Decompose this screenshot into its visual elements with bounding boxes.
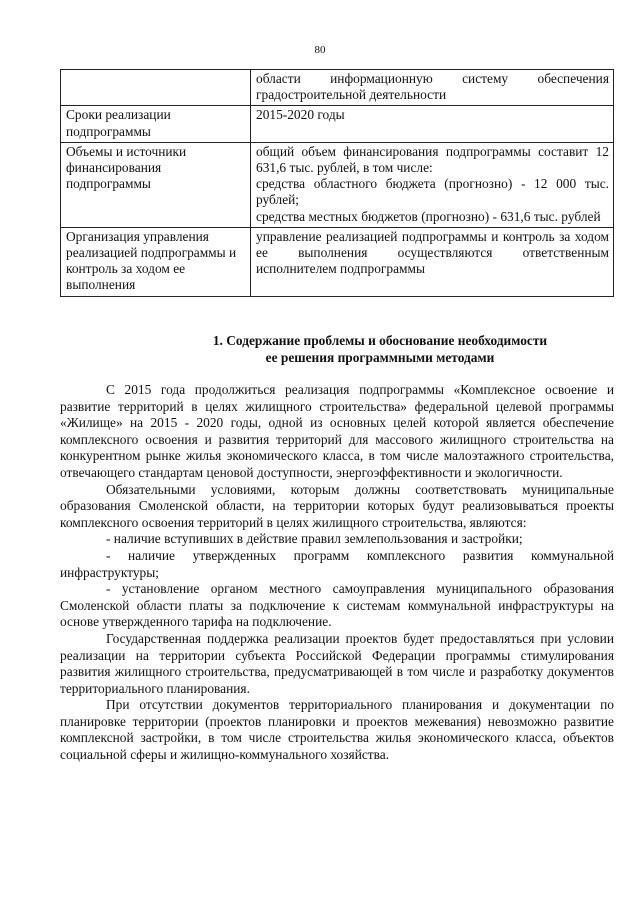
list-item: - наличие вступивших в действие правил землепользования и застройки; bbox=[106, 531, 523, 547]
row-label: Организация управления реализацией подпрограммы и контроль за ходом ее выполнения bbox=[61, 227, 251, 296]
row-value-text: 2015-2020 годы bbox=[256, 107, 345, 123]
row-value-text: управление реализацией подпрограммы и контроль за ходом ее выполнения осуществляются ответственным исполнителем подпрограммы bbox=[256, 228, 609, 277]
paragraph: Государственная поддержка реализации проектов будет предоставляться при условии реализации на территории субъекта Российской Федерации программы стимулирования развития жилищного строительства, предусматривающей в том числе и разработку документов территориального планирования. bbox=[60, 630, 614, 696]
row-value-text: области информационную систему обеспечения градостроительной деятельности bbox=[256, 71, 609, 103]
row-label: Объемы и источники финансирования подпрограммы bbox=[61, 142, 251, 227]
row-label: Сроки реализации подпрограммы bbox=[61, 106, 251, 142]
row-value-text: средства областного бюджета (прогнозно) - 12 000 тыс. рублей; bbox=[256, 176, 609, 208]
section-heading-line: ее решения программными методами bbox=[265, 350, 495, 365]
row-value-text: общий объем финансирования подпрограммы составит 12 631,6 тыс. рублей, в том числе: bbox=[256, 143, 609, 176]
row-value bbox=[251, 227, 614, 296]
row-label bbox=[61, 70, 251, 106]
section-heading-line: 1. Содержание проблемы и обоснование необходимости bbox=[212, 333, 548, 348]
paragraph: При отсутствии документов территориального планирования и документации по планировке территории (проектов планировки и проектов межевания) невозможно развитие комплексной застройки, в том числе строительства жилья экономического класса, объектов социальной сферы и жилищно-коммунального хозяйства. bbox=[60, 697, 614, 763]
section-heading bbox=[150, 332, 610, 366]
row-value bbox=[251, 142, 614, 227]
paragraph: Обязательными условиями, которым должны соответствовать муниципальные образования Смоленской области, на территории которых будут реализовываться проекты комплексного освоения территорий в целях жилищного строительства, являются: bbox=[60, 481, 614, 530]
table-row bbox=[61, 70, 614, 106]
page-number: 80 bbox=[314, 44, 326, 56]
paragraph: С 2015 года продолжиться реализация подпрограммы «Комплексное освоение и развитие территорий в целях жилищного строительства» федеральной целевой программы «Жилище» на 2015 - 2020 годы, одной из основных целей которой является обеспечение комплексного освоения и развития территорий для массового жилищного строительства на конкурентном рынке жилья экономического класса, в том числе малоэтажного строительства, отвечающего стандартам ценовой доступности, энергоэффективности и экологичности. bbox=[60, 382, 614, 480]
list-item: - установление органом местного самоуправления муниципального образования Смоленской области платы за подключение к системам коммунальной инфраструктуры на основе утвержденного тарифа на подключение. bbox=[60, 581, 614, 630]
table-row bbox=[61, 106, 614, 142]
row-value-text: средства местных бюджетов (прогнозно) - 631,6 тыс. рублей bbox=[256, 208, 601, 224]
row-value bbox=[251, 70, 614, 106]
subprogram-passport-table bbox=[60, 69, 614, 297]
section-body bbox=[60, 382, 614, 764]
table-row bbox=[61, 227, 614, 296]
table-row bbox=[61, 142, 614, 227]
row-value bbox=[251, 106, 614, 142]
list-item: - наличие утвержденных программ комплексного развития коммунальной инфраструктуры; bbox=[60, 547, 614, 580]
